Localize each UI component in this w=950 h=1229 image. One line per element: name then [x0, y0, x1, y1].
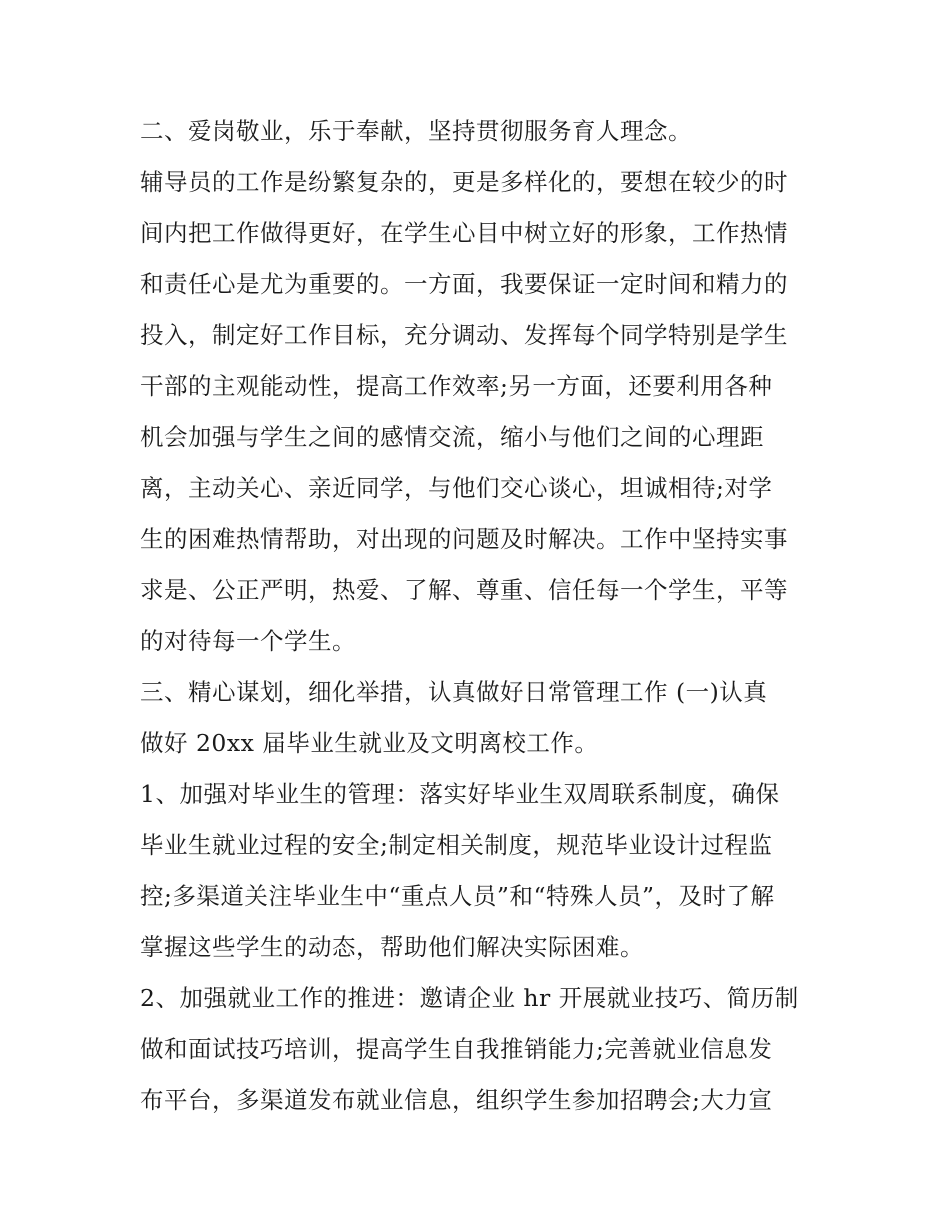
text-line: 和责任心是尤为重要的。一方面，我要保证一定时间和精力的 [140, 270, 788, 298]
text-line: 机会加强与学生之间的感情交流，缩小与他们之间的心理距 [140, 423, 764, 451]
text-line: 三、精心谋划，细化举措，认真做好日常管理工作 (一)认真 [140, 678, 768, 706]
text-line: 二、爱岗敬业，乐于奉献，坚持贯彻服务育人理念。 [140, 117, 692, 145]
text-line: 生的困难热情帮助，对出现的问题及时解决。工作中坚持实事 [140, 525, 788, 553]
text-line: 掌握这些学生的动态，帮助他们解决实际困难。 [140, 933, 644, 961]
text-line: 布平台，多渠道发布就业信息，组织学生参加招聘会;大力宣 [140, 1086, 773, 1114]
text-line: 做好 20xx 届毕业生就业及文明离校工作。 [140, 729, 599, 757]
text-line: 1、加强对毕业生的管理：落实好毕业生双周联系制度，确保 [140, 780, 780, 808]
text-line: 求是、公正严明，热爱、了解、尊重、信任每一个学生，平等 [140, 576, 788, 604]
text-line: 投入，制定好工作目标，充分调动、发挥每个同学特别是学生 [140, 321, 788, 349]
text-line: 间内把工作做得更好，在学生心目中树立好的形象，工作热情 [140, 219, 788, 247]
document-body [140, 106, 820, 1126]
text-line: 干部的主观能动性，提高工作效率;另一方面，还要利用各种 [140, 372, 773, 400]
text-line: 控;多渠道关注毕业生中“重点人员”和“特殊人员”，及时了解 [140, 882, 775, 910]
text-line: 毕业生就业过程的安全;制定相关制度，规范毕业设计过程监 [140, 831, 773, 859]
text-line: 做和面试技巧培训，提高学生自我推销能力;完善就业信息发 [140, 1035, 773, 1063]
text-line: 辅导员的工作是纷繁复杂的，更是多样化的，要想在较少的时 [140, 168, 788, 196]
text-line: 2、加强就业工作的推进：邀请企业 hr 开展就业技巧、简历制 [140, 984, 799, 1012]
text-line: 离，主动关心、亲近同学，与他们交心谈心，坦诚相待;对学 [140, 474, 773, 502]
text-line: 的对待每一个学生。 [140, 627, 356, 655]
